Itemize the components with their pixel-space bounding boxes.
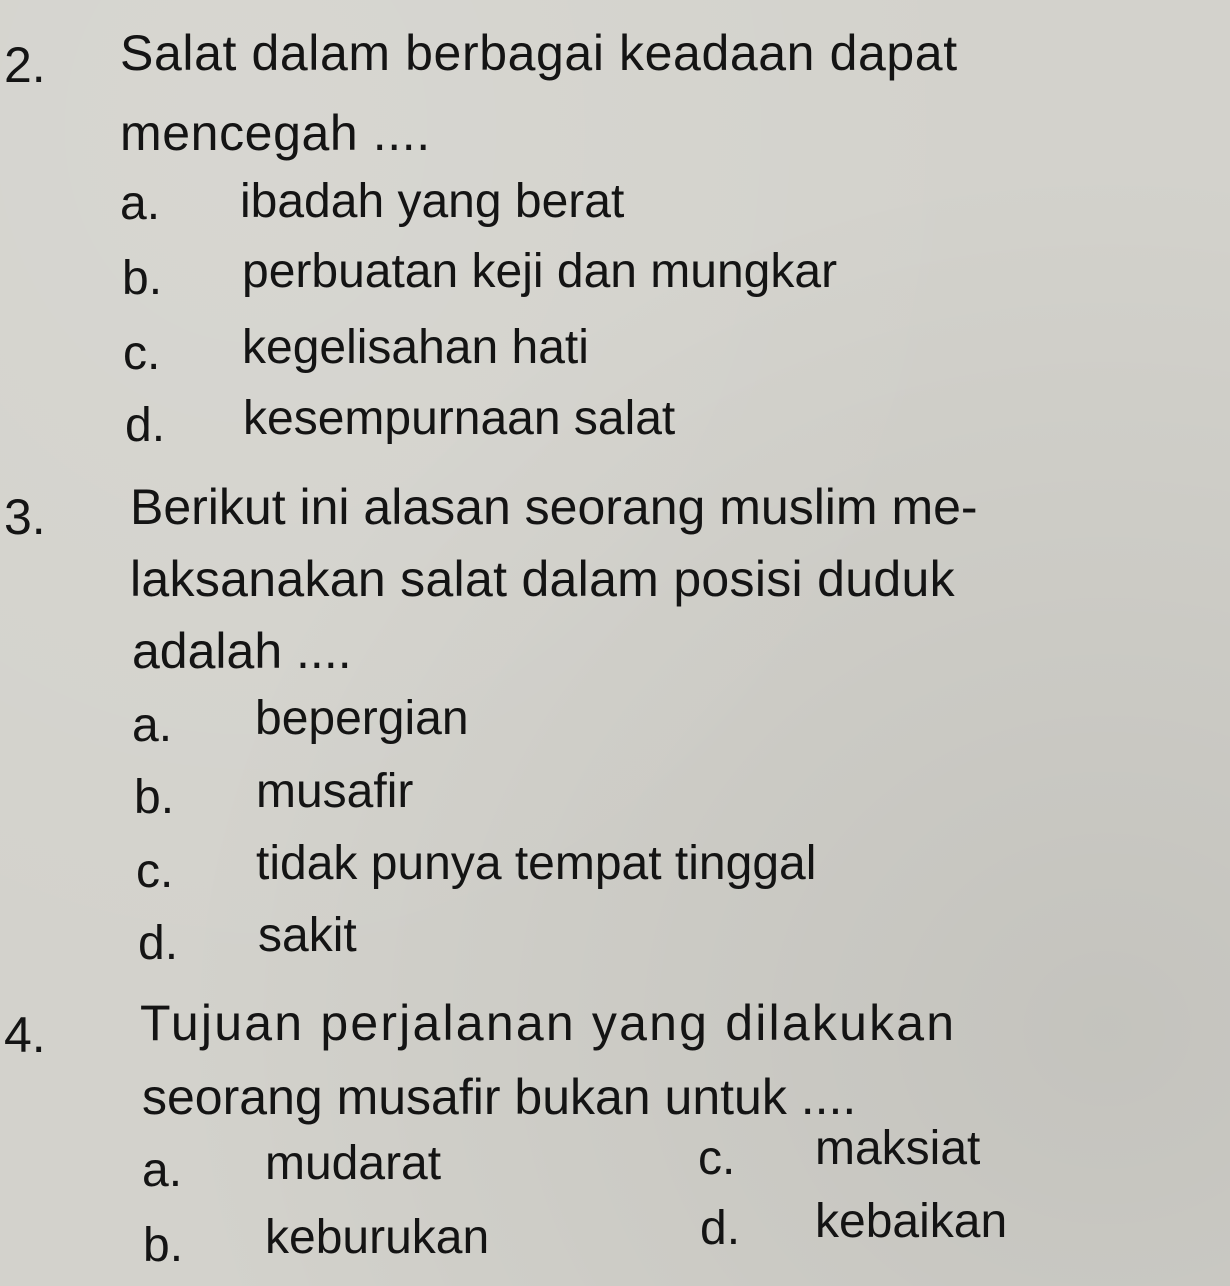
question-text-line: laksanakan salat dalam posisi duduk [130,551,955,607]
option-text: kebaikan [815,1195,1008,1248]
question-text-line: adalah .... [132,623,352,679]
option-text: perbuatan keji dan mungkar [242,245,838,298]
option-text: keburukan [265,1211,490,1264]
option-letter: a. [132,699,173,752]
option-text: kesempurnaan salat [243,392,676,445]
question-text-line: Salat dalam berbagai keadaan dapat [120,25,958,81]
option-letter: b. [134,771,175,824]
option-text: bepergian [255,692,469,745]
option-letter: a. [142,1144,183,1197]
question-text-line: Berikut ini alasan seorang muslim me- [130,479,978,535]
question-number: 4. [4,1007,46,1063]
question-text-line: Tujuan perjalanan yang dilakukan [140,995,957,1051]
option-text: mudarat [265,1137,442,1190]
option-letter: b. [122,252,163,305]
option-letter: d. [125,399,166,452]
question-number: 2. [4,37,46,93]
option-letter: b. [143,1219,184,1272]
option-text: sakit [258,909,357,962]
option-letter: d. [138,917,179,970]
option-letter: d. [700,1202,741,1255]
option-text: maksiat [815,1122,981,1175]
option-letter: c. [136,845,174,898]
question-number: 3. [4,489,46,545]
option-text: kegelisahan hati [242,321,589,374]
option-text: tidak punya tempat tinggal [256,837,817,890]
option-letter: c. [123,327,161,380]
question-text-line: mencegah .... [120,105,431,161]
question-text-line: seorang musafir bukan untuk .... [142,1069,857,1125]
option-text: ibadah yang berat [240,175,625,228]
option-text: musafir [256,765,414,818]
option-letter: c. [698,1132,736,1185]
option-letter: a. [120,177,161,230]
